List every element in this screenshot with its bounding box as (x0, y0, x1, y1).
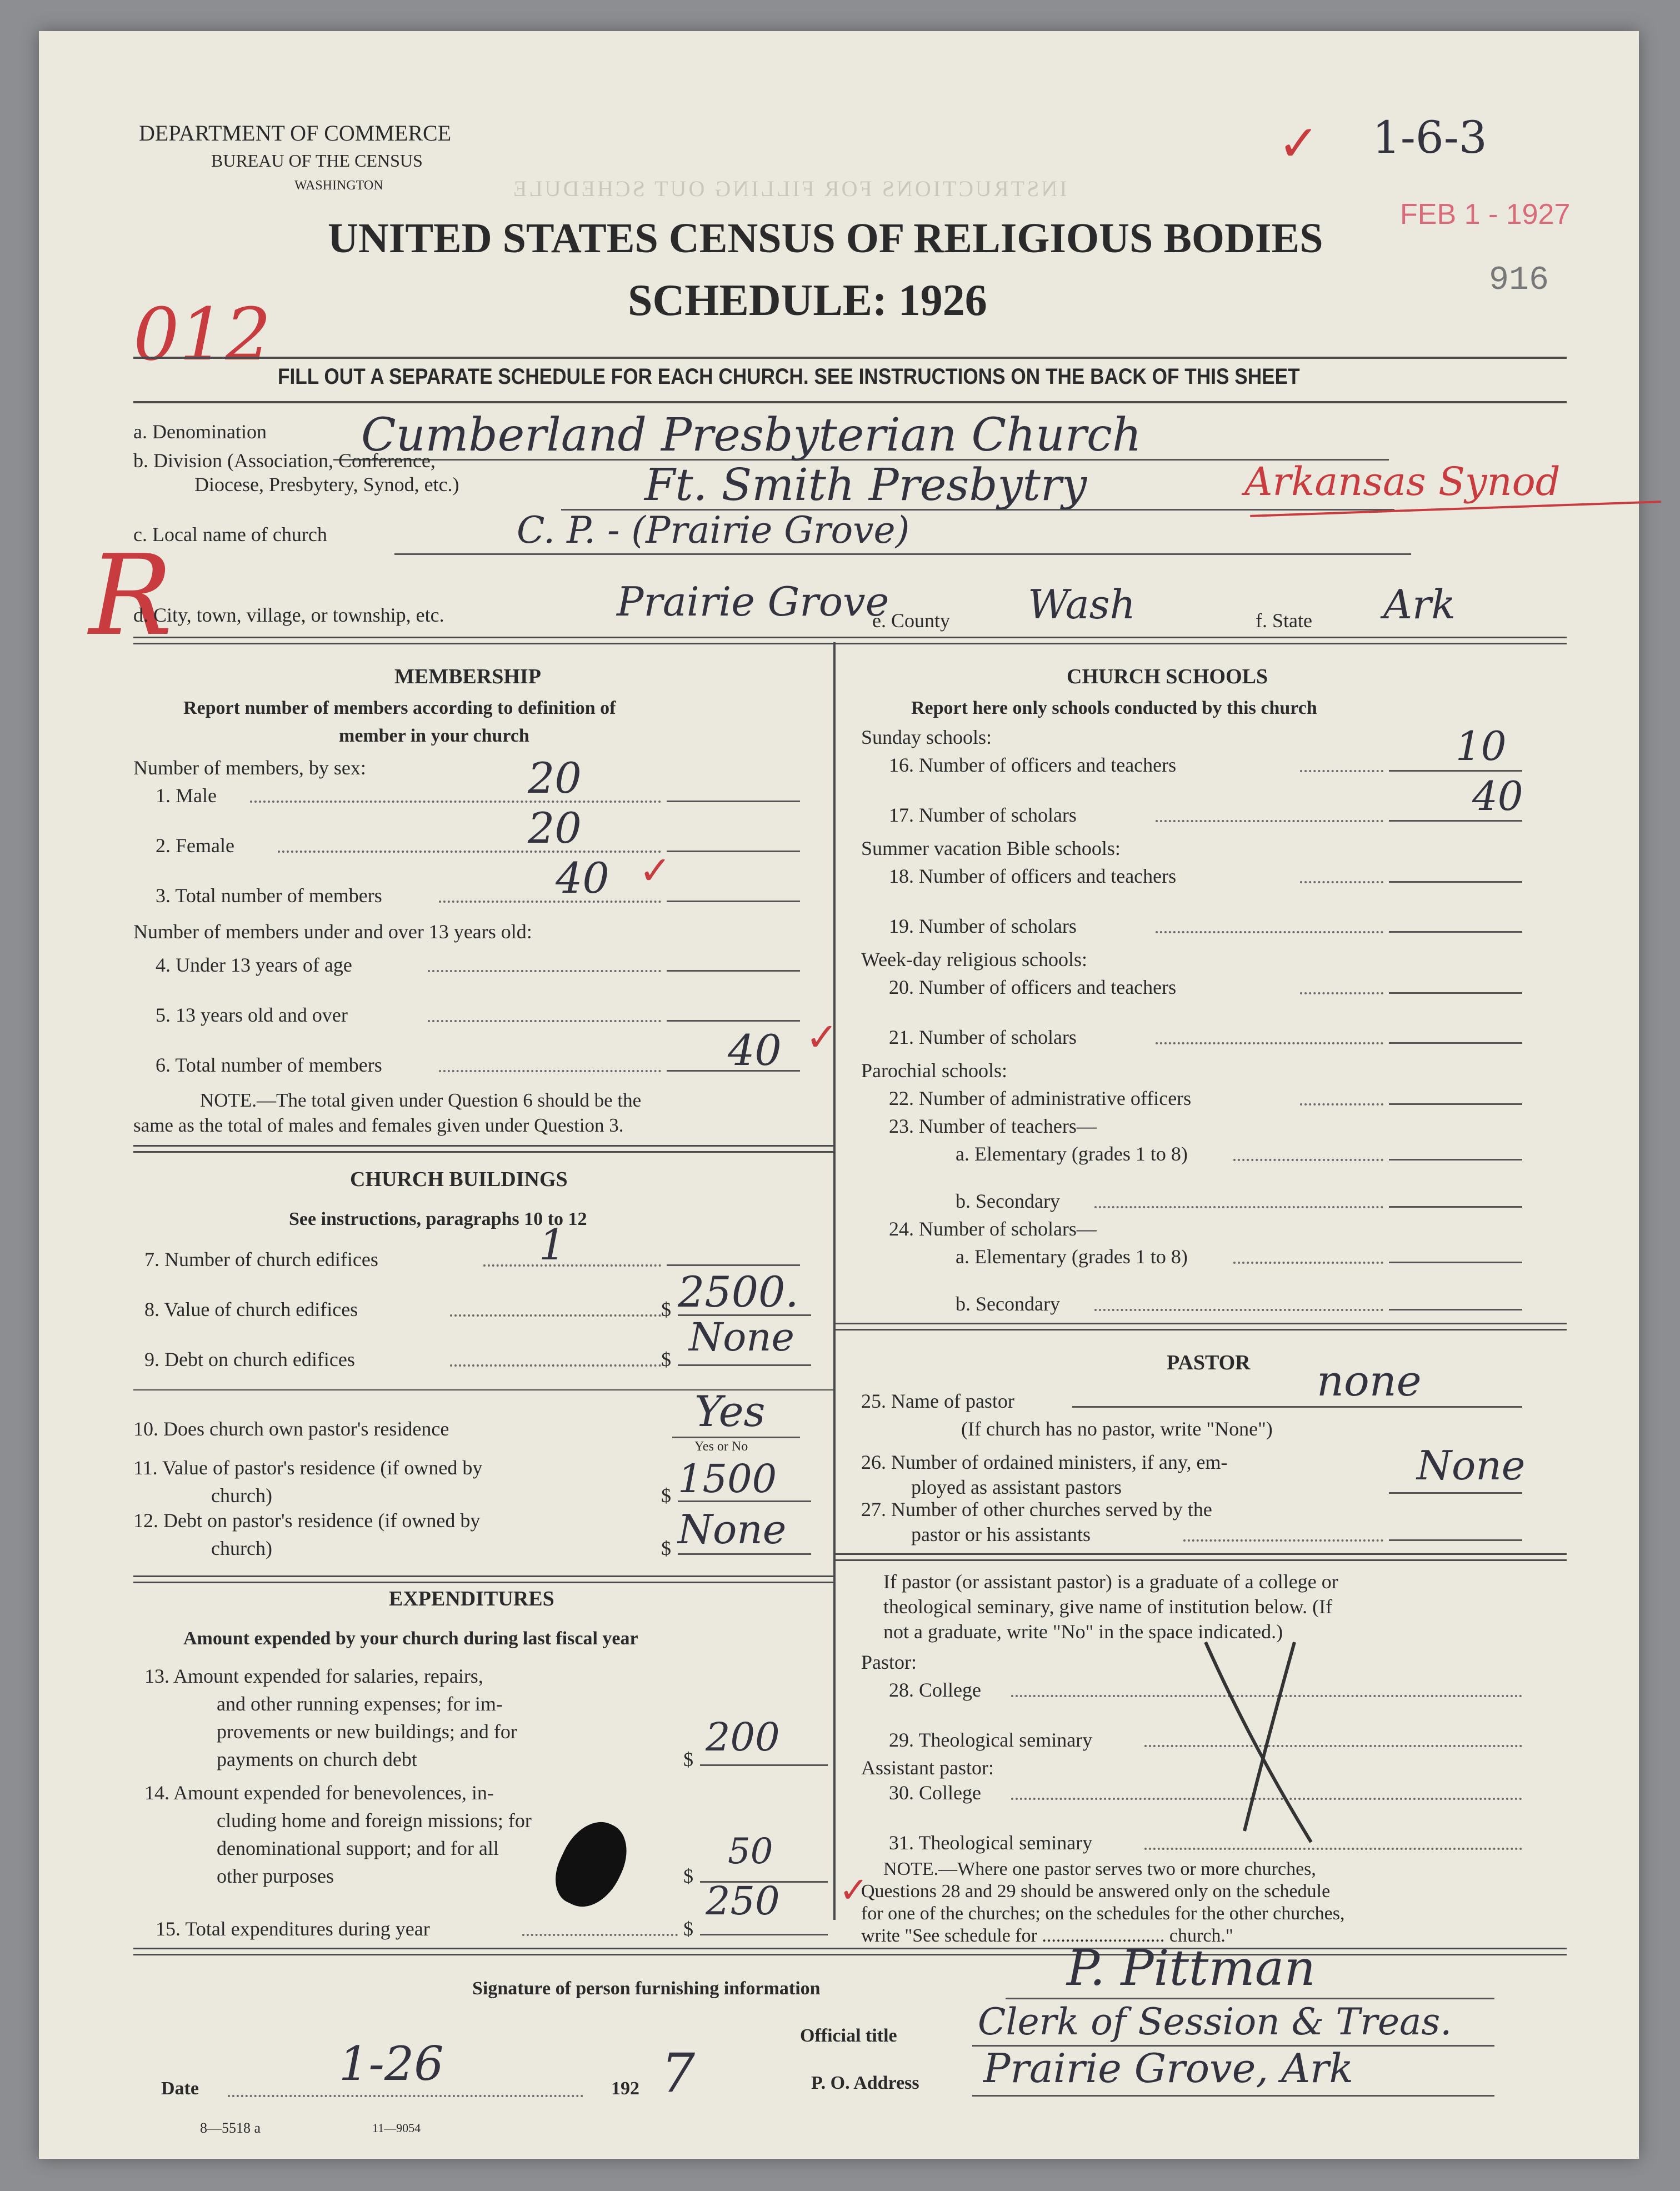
q15-label: 15. Total expenditures during year (156, 1918, 430, 1940)
q3-label: 3. Total number of members (156, 884, 382, 907)
q13-line: 13. Amount expended for salaries, repairs, (144, 1665, 483, 1687)
pastor-note-line: NOTE.—Where one pastor serves two or more churches, (883, 1859, 1316, 1879)
county-label: e. County (872, 609, 950, 632)
handwritten-year[interactable]: 7 (661, 2042, 696, 2104)
q24a-label: a. Elementary (grades 1 to 8) (956, 1245, 1188, 1268)
q25-value[interactable]: none (1317, 1356, 1422, 1405)
q17-value[interactable]: 40 (1472, 773, 1523, 819)
buildings-heading: CHURCH BUILDINGS (350, 1168, 568, 1191)
department-name: DEPARTMENT OF COMMERCE (139, 121, 452, 146)
cross-out-mark (1183, 1631, 1328, 1853)
q8-dollar: $ (661, 1298, 671, 1320)
state-value[interactable]: Ark (1383, 581, 1456, 628)
schedule-title: SCHEDULE: 1926 (628, 276, 987, 325)
denomination-value[interactable]: Cumberland Presbyterian Church (361, 409, 1142, 462)
summer-schools-label: Summer vacation Bible schools: (861, 837, 1121, 859)
red-file-number: 012 (133, 292, 272, 377)
signature-value[interactable]: P. Pittman (1067, 1939, 1316, 1997)
sunday-schools-label: Sunday schools: (861, 726, 992, 748)
q26-label-2: ployed as assistant pastors (911, 1476, 1122, 1498)
q23-label: 23. Number of teachers— (889, 1115, 1097, 1137)
separate-schedule-instruction: FILL OUT A SEPARATE SCHEDULE FOR EACH CHURCH. SEE INSTRUCTIONS ON THE BACK OF THIS SHEET (278, 364, 1300, 389)
q16-value[interactable]: 10 (1456, 723, 1507, 769)
membership-note-1: NOTE.—The total given under Question 6 should be the (200, 1089, 642, 1111)
q7-value[interactable]: 1 (539, 1220, 566, 1269)
q13-value[interactable]: 200 (706, 1714, 780, 1760)
q15-value[interactable]: 250 (706, 1878, 780, 1924)
q5-label: 5. 13 years old and over (156, 1004, 348, 1026)
q13-line: and other running expenses; for im- (217, 1693, 503, 1715)
q8-label: 8. Value of church edifices (144, 1298, 358, 1320)
city-label: d. City, town, village, or township, etc. (133, 604, 444, 626)
q2-label: 2. Female (156, 834, 234, 857)
q4-label: 4. Under 13 years of age (156, 954, 352, 976)
stamp-number: 916 (1489, 262, 1549, 299)
expenditures-sub: Amount expended by your church during last fiscal year (183, 1628, 638, 1649)
q24-label: 24. Number of scholars— (889, 1218, 1097, 1240)
graduate-line: If pastor (or assistant pastor) is a graduate of a college or (883, 1570, 1338, 1593)
q25-note: (If church has no pastor, write "None") (961, 1418, 1273, 1440)
membership-heading: MEMBERSHIP (394, 665, 541, 688)
official-title-label: Official title (800, 2025, 897, 2046)
q11-dollar: $ (661, 1484, 671, 1507)
q12-label-1: 12. Debt on pastor's residence (if owned by (133, 1509, 481, 1532)
received-stamp-date: FEB 1 - 1927 (1400, 198, 1571, 231)
q25-label: 25. Name of pastor (861, 1390, 1014, 1412)
q27-label-2: pastor or his assistants (911, 1523, 1091, 1545)
bureau-name: BUREAU OF THE CENSUS (211, 151, 423, 171)
q26-value[interactable]: None (1417, 1442, 1526, 1489)
assistant-sublabel: Assistant pastor: (861, 1757, 994, 1779)
q2-value[interactable]: 20 (528, 803, 582, 853)
date-label: Date (161, 2078, 199, 2099)
city-name: WASHINGTON (294, 178, 383, 193)
q6-value[interactable]: 40 (728, 1026, 782, 1075)
print-number: 11—9054 (372, 2121, 421, 2135)
q11-label-2: church) (211, 1484, 272, 1507)
division-value[interactable]: Ft. Smith Presbytry (644, 459, 1087, 511)
q23b-label: b. Secondary (956, 1190, 1060, 1212)
q11-label-1: 11. Value of pastor's residence (if owned by (133, 1457, 483, 1479)
q17-label: 17. Number of scholars (889, 804, 1077, 826)
q6-check: ✓ (806, 1014, 838, 1060)
graduate-line: theological seminary, give name of institution below. (If (883, 1595, 1333, 1618)
pastor-note-line: Questions 28 and 29 should be answered only on the schedule (861, 1881, 1331, 1902)
q10-label: 10. Does church own pastor's residence (133, 1418, 449, 1440)
q6-label: 6. Total number of members (156, 1054, 382, 1076)
q12-value[interactable]: None (678, 1506, 787, 1553)
po-address-label: P. O. Address (811, 2073, 919, 2093)
q7-label: 7. Number of church edifices (144, 1248, 378, 1270)
census-schedule-form (39, 31, 1639, 2159)
red-letter-mark: R (89, 531, 173, 661)
q8-value[interactable]: 2500. (678, 1267, 799, 1317)
schools-heading: CHURCH SCHOOLS (1067, 665, 1268, 688)
q14-dollar: $ (683, 1865, 693, 1887)
q13-dollar: $ (683, 1748, 693, 1770)
po-address-value[interactable]: Prairie Grove, Ark (983, 2045, 1354, 2092)
q10-value[interactable]: Yes (694, 1387, 766, 1436)
q27-label-1: 27. Number of other churches served by the (861, 1498, 1212, 1520)
members-by-sex-label: Number of members, by sex: (133, 757, 366, 779)
q3-check: ✓ (639, 848, 672, 893)
county-value[interactable]: Wash (1028, 581, 1136, 628)
division-label-2: Diocese, Presbytery, Synod, etc.) (194, 473, 459, 496)
pastor-heading: PASTOR (1167, 1351, 1251, 1374)
q12-label-2: church) (211, 1537, 272, 1559)
q1-label: 1. Male (156, 784, 217, 807)
q12-dollar: $ (661, 1537, 671, 1559)
q9-dollar: $ (661, 1348, 671, 1370)
header-rule-1 (133, 357, 1567, 359)
q23a-label: a. Elementary (grades 1 to 8) (956, 1143, 1188, 1165)
q20-label: 20. Number of officers and teachers (889, 976, 1177, 998)
q29-label: 29. Theological seminary (889, 1729, 1093, 1751)
identification-rule (133, 637, 1567, 644)
local-name-value[interactable]: C. P. - (Prairie Grove) (517, 509, 910, 552)
q14-line: other purposes (217, 1865, 334, 1887)
q19-label: 19. Number of scholars (889, 915, 1077, 937)
q21-label: 21. Number of scholars (889, 1026, 1077, 1048)
graduate-line: not a graduate, write "No" in the space indicated.) (883, 1620, 1283, 1643)
expenditures-heading: EXPENDITURES (389, 1587, 554, 1610)
q14-line: cluding home and foreign missions; for (217, 1809, 532, 1832)
membership-intro-1: Report number of members according to definition of (183, 698, 616, 718)
q22-label: 22. Number of administrative officers (889, 1087, 1192, 1109)
state-label: f. State (1256, 609, 1312, 632)
q28-label: 28. College (889, 1679, 981, 1701)
column-divider (833, 642, 836, 1920)
synod-value[interactable]: Arkansas Synod (1244, 459, 1561, 504)
header-rule-2 (133, 401, 1567, 403)
form-title: UNITED STATES CENSUS OF RELIGIOUS BODIES (328, 215, 1323, 262)
q9-value[interactable]: None (689, 1314, 794, 1360)
q31-label: 31. Theological seminary (889, 1832, 1093, 1854)
membership-intro-2: member in your church (339, 726, 529, 746)
form-number: 8—5518 a (200, 2120, 261, 2136)
signature-label: Signature of person furnishing information (472, 1978, 821, 1999)
q18-label: 18. Number of officers and teachers (889, 865, 1177, 887)
q13-line: provements or new buildings; and for (217, 1720, 517, 1743)
q26-label-1: 26. Number of ordained ministers, if any, em- (861, 1451, 1228, 1473)
buildings-sub: See instructions, paragraphs 10 to 12 (289, 1209, 587, 1229)
red-checkmark: ✓ (1278, 114, 1320, 173)
division-label-1: b. Division (Association, Conference, (133, 449, 436, 472)
q1-value[interactable]: 20 (528, 753, 582, 803)
official-title-value[interactable]: Clerk of Session & Treas. (978, 2000, 1452, 2043)
ink-blot (545, 1811, 638, 1917)
age-heading: Number of members under and over 13 years old: (133, 921, 532, 943)
q11-value[interactable]: 1500 (678, 1456, 777, 1502)
weekday-schools-label: Week-day religious schools: (861, 948, 1088, 971)
schools-sub: Report here only schools conducted by this church (911, 698, 1317, 718)
back-instructions-title: INSTRUCTIONS FOR FILLING OUT SCHEDULE (511, 176, 1067, 201)
date-value[interactable]: 1-26 (339, 2037, 444, 2091)
local-name-label: c. Local name of church (133, 523, 327, 546)
printed-year: 192 (611, 2078, 639, 2099)
membership-note-2: same as the total of males and females given under Question 3. (133, 1114, 624, 1136)
q14-line: denominational support; and for all (217, 1837, 499, 1859)
file-code: 1-6-3 (1372, 112, 1487, 163)
yes-or-no-hint: Yes or No (694, 1439, 748, 1454)
q24b-label: b. Secondary (956, 1293, 1060, 1315)
pastor-note-line: write "See schedule for .......................... church." (861, 1925, 1233, 1946)
q14-value[interactable]: 50 (728, 1831, 773, 1872)
pastor-note-line: for one of the churches; on the schedules for the other churches, (861, 1903, 1345, 1924)
q15-check: ✓ (839, 1870, 869, 1911)
denomination-label: a. Denomination (133, 421, 267, 443)
q15-dollar: $ (683, 1918, 693, 1940)
q9-label: 9. Debt on church edifices (144, 1348, 355, 1370)
q14-line: 14. Amount expended for benevolences, in- (144, 1782, 494, 1804)
q3-value[interactable]: 40 (556, 853, 609, 903)
pastor-sublabel: Pastor: (861, 1651, 917, 1673)
q16-label: 16. Number of officers and teachers (889, 754, 1177, 776)
parochial-schools-label: Parochial schools: (861, 1059, 1007, 1082)
city-value[interactable]: Prairie Grove (617, 578, 889, 625)
q13-line: payments on church debt (217, 1748, 417, 1770)
q30-label: 30. College (889, 1782, 981, 1804)
